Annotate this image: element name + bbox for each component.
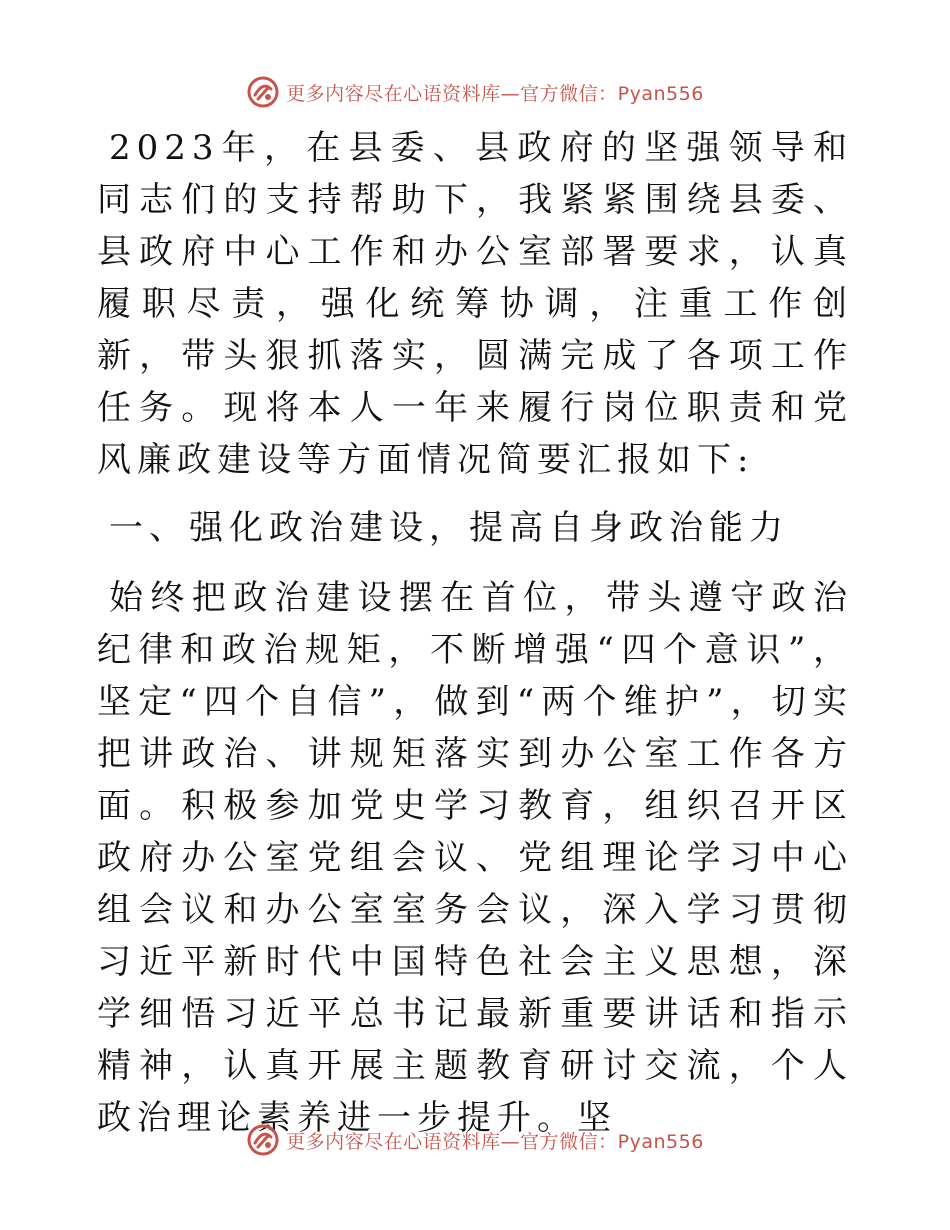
footer-banner-text: 更多内容尽在心语资料库—官方微信：Pyan556 bbox=[286, 1130, 704, 1153]
section-heading: 一、强化政治建设，提高自身政治能力 bbox=[109, 508, 789, 548]
document-body bbox=[97, 122, 853, 1144]
header-banner bbox=[0, 72, 950, 112]
section-paragraph: 始终把政治建设摆在首位，带头遵守政治纪律和政治规矩，不断增强“四个意识”，坚定“四个自信”，做到“两个维护”，切实把讲政治、讲规矩落实到办公室工作各方面。积极参加党史学习教育，组织召开区政府办公室党组会议、党组理论学习中心组会议和办公室室务会议，深入学习贯彻习近平新时代中国特色社会主义思想，深学细悟习近平总书记最新重要讲话和指示精神，认真开展主题教育研讨交流，个人政治理论素养进一步提升。坚 bbox=[97, 578, 853, 1138]
footer-banner bbox=[0, 1120, 950, 1160]
swirl-logo-icon bbox=[246, 1123, 280, 1157]
header-banner-text: 更多内容尽在心语资料库—官方微信：Pyan556 bbox=[286, 82, 704, 105]
swirl-logo-icon bbox=[246, 75, 280, 109]
intro-paragraph: 2023年，在县委、县政府的坚强领导和同志们的支持帮助下，我紧紧围绕县委、县政府中心工作和办公室部署要求，认真履职尽责，强化统筹协调，注重工作创新，带头狠抓落实，圆满完成了各项工作任务。现将本人一年来履行岗位职责和党风廉政建设等方面情况简要汇报如下: bbox=[97, 128, 853, 480]
